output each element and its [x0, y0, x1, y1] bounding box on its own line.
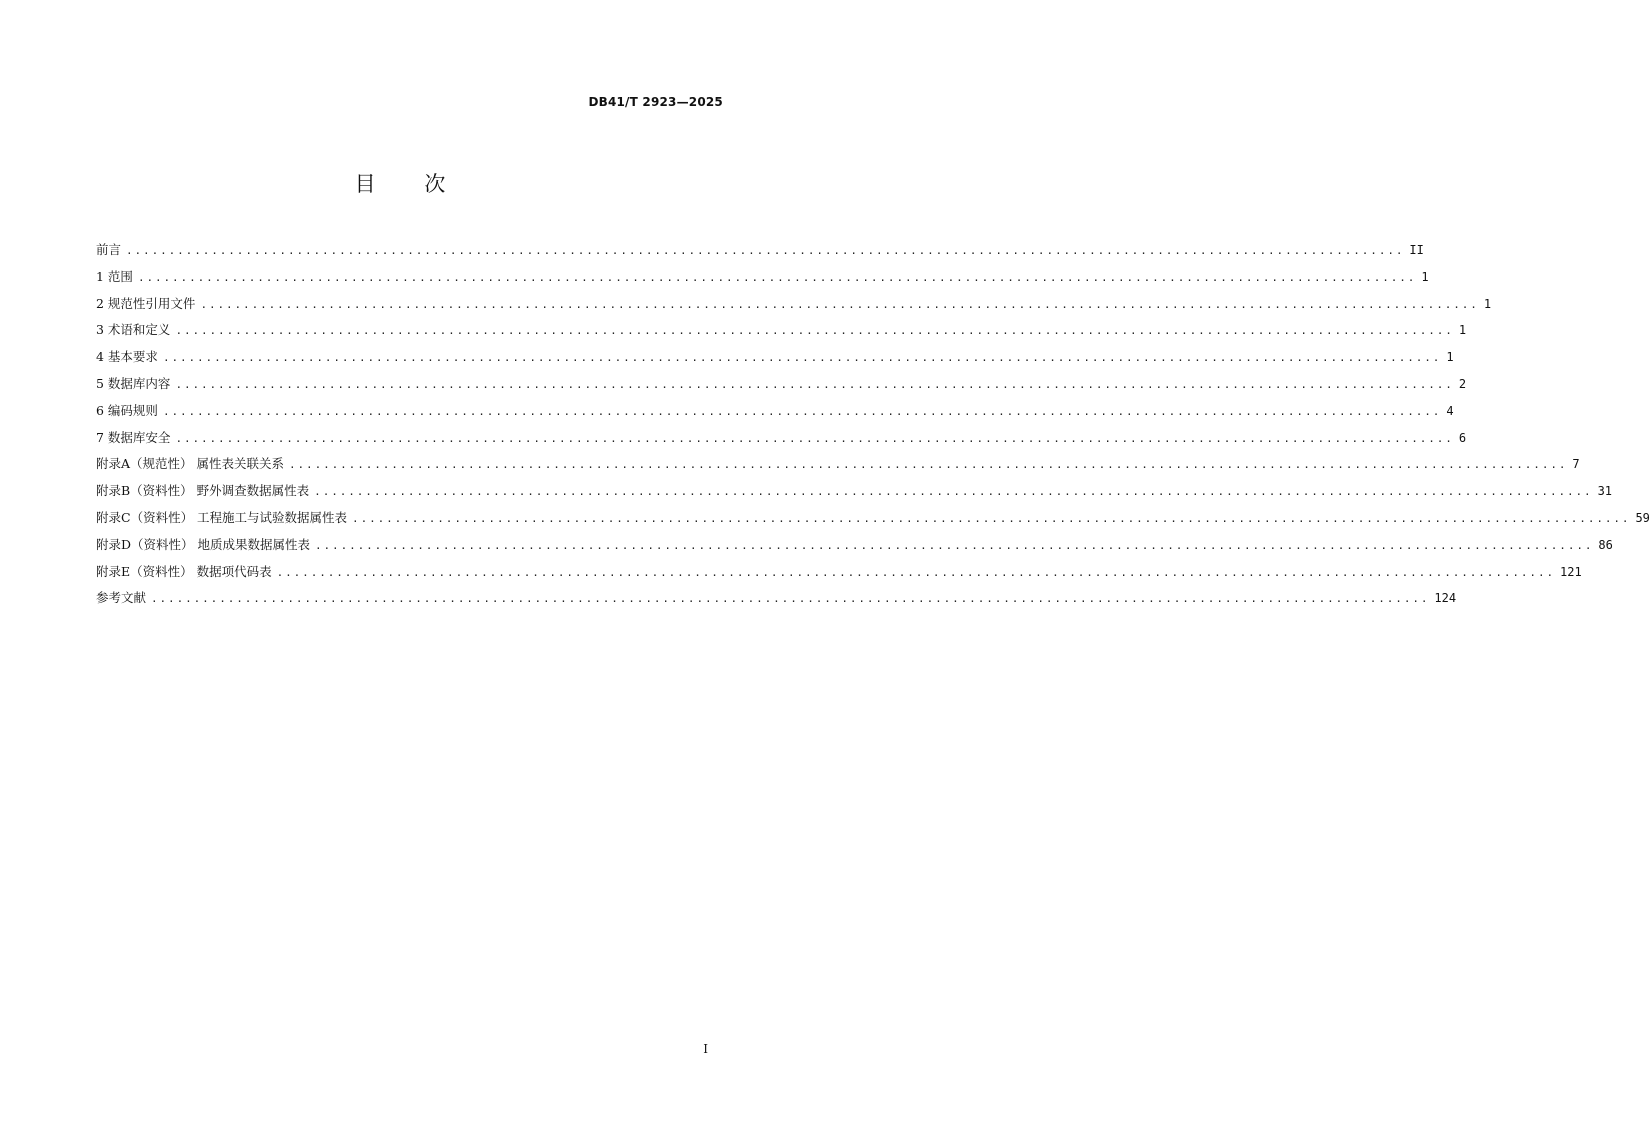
- toc-entry[interactable]: [96, 562, 1582, 589]
- toc-leader-dots: ......................................................................................................................................................: [175, 377, 1454, 391]
- document-code: DB41/T 2923—2025: [588, 95, 723, 109]
- toc-entry-label: 参考文献: [96, 590, 147, 606]
- toc-entry-label: 前言: [96, 242, 122, 257]
- toc-entry[interactable]: [96, 401, 1454, 428]
- toc-entry-label: 5 数据库内容: [96, 375, 171, 391]
- table-of-contents: [96, 240, 1650, 615]
- page-number: I: [703, 1042, 708, 1056]
- toc-entry[interactable]: [96, 320, 1467, 347]
- toc-entry-page: 121: [1560, 564, 1582, 579]
- toc-leader-dots: ......................................................................................................................................................: [162, 351, 1442, 365]
- toc-entry[interactable]: [96, 294, 1492, 321]
- toc-entry[interactable]: [96, 588, 1457, 615]
- toc-entry[interactable]: [96, 508, 1650, 535]
- toc-entry-label: 附录C（资料性） 工程施工与试验数据属性表: [96, 509, 348, 525]
- toc-leader-dots: ......................................................................................................................................................: [175, 431, 1454, 445]
- toc-entry-page: 1: [1483, 296, 1492, 311]
- toc-entry[interactable]: [96, 454, 1580, 481]
- toc-leader-dots: ......................................................................................................................................................: [162, 404, 1442, 418]
- toc-entry[interactable]: [96, 374, 1467, 401]
- toc-leader-dots: ......................................................................................................................................................: [276, 565, 1555, 579]
- toc-entry-page: 7: [1572, 457, 1580, 472]
- toc-leader-dots: ......................................................................................................................................................: [315, 538, 1594, 552]
- toc-leader-dots: ......................................................................................................................................................: [314, 485, 1593, 499]
- toc-leader-dots: ......................................................................................................................................................: [126, 244, 1405, 257]
- toc-entry[interactable]: [96, 267, 1429, 294]
- toc-entry-page: 4: [1446, 403, 1454, 418]
- toc-leader-dots: ......................................................................................................................................................: [200, 297, 1479, 311]
- toc-leader-dots: ......................................................................................................................................................: [151, 592, 1430, 606]
- toc-entry-page: 2: [1458, 376, 1467, 391]
- toc-leader-dots: ......................................................................................................................................................: [352, 511, 1631, 525]
- toc-leader-dots: ......................................................................................................................................................: [289, 458, 1568, 472]
- toc-entry-page: 124: [1434, 591, 1457, 606]
- toc-entry-page: 31: [1597, 484, 1613, 499]
- toc-entry-label: 2 规范性引用文件: [96, 295, 196, 311]
- toc-entry-page: II: [1409, 243, 1424, 257]
- toc-leader-dots: ......................................................................................................................................................: [137, 270, 1417, 284]
- toc-entry-page: 1: [1458, 323, 1467, 338]
- toc-entry-page: 1: [1446, 350, 1454, 365]
- toc-entry-label: 3 术语和定义: [96, 322, 171, 338]
- toc-entry[interactable]: [96, 481, 1613, 508]
- toc-entry-label: 附录A（规范性） 属性表关联关系: [96, 456, 285, 472]
- toc-entry-label: 4 基本要求: [96, 349, 158, 365]
- toc-entry-page: 59: [1635, 510, 1650, 525]
- toc-leader-dots: ......................................................................................................................................................: [175, 324, 1454, 338]
- toc-entry-label: 1 范围: [96, 268, 133, 284]
- toc-entry[interactable]: [96, 428, 1467, 455]
- toc-entry[interactable]: [96, 535, 1613, 562]
- toc-entry-page: 6: [1458, 430, 1467, 445]
- toc-entry[interactable]: [96, 347, 1454, 374]
- page-title: 目 次: [354, 172, 446, 196]
- toc-entry-label: 7 数据库安全: [96, 429, 171, 445]
- toc-entry-label: 附录E（资料性） 数据项代码表: [96, 563, 272, 579]
- toc-entry-label: 6 编码规则: [96, 402, 158, 418]
- toc-entry-page: 1: [1421, 269, 1429, 284]
- toc-entry-page: 86: [1598, 537, 1613, 552]
- toc-entry-label: 附录B（资料性） 野外调查数据属性表: [96, 483, 310, 499]
- toc-entry[interactable]: [96, 240, 1424, 267]
- toc-entry-label: 附录D（资料性） 地质成果数据属性表: [96, 536, 310, 552]
